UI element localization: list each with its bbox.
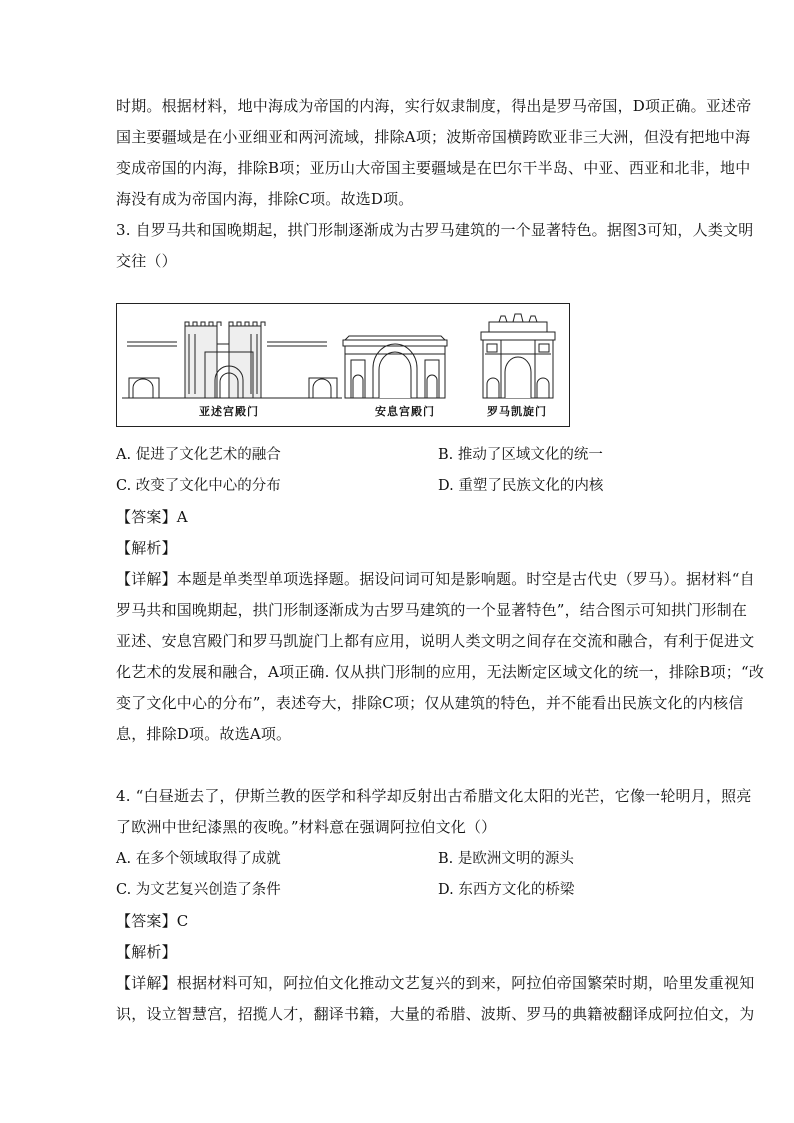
q3-option-b: B. 推动了区域文化的统一 xyxy=(438,447,603,463)
q4-option-b: B. 是欧洲文明的源头 xyxy=(438,851,574,867)
q3-detail-line: 变了文化中心的分布”，表述夸大，排除C项；仅从建筑的特色，并不能看出民族文化的内核信 xyxy=(116,694,744,712)
q4-option-d: D. 东西方文化的桥梁 xyxy=(438,882,575,898)
q3-option-a: A. 促进了文化艺术的融合 xyxy=(116,447,281,463)
question-3-stem: 3. 自罗马共和国晚期起，拱门形制逐渐成为古罗马建筑的一个显著特色。据图3可知，人类文明 xyxy=(116,221,754,239)
q3-detail-line: 亚述、安息宫殿门和罗马凯旋门上都有应用，说明人类文明之间存在交流和融合，有利于促进文 xyxy=(116,632,755,650)
q4-detail-line: 识，设立智慧宫，招揽人才，翻译书籍，大量的希腊、波斯、罗马的典籍被翻译成阿拉伯文，为 xyxy=(116,1005,755,1023)
q3-analysis-heading: 【解析】 xyxy=(116,539,177,557)
q4-detail-line: 【详解】根据材料可知，阿拉伯文化推动文艺复兴的到来，阿拉伯帝国繁荣时期，哈里发重视知 xyxy=(116,974,755,992)
question-3-stem-cont: 交往（） xyxy=(116,252,177,270)
q3-option-c: C. 改变了文化中心的分布 xyxy=(116,478,281,494)
q3-answer: 【答案】A xyxy=(116,508,188,526)
q3-detail-line: 息，排除D项。故选A项。 xyxy=(116,725,292,743)
q4-option-c: C. 为文艺复兴创造了条件 xyxy=(116,882,281,898)
q3-detail-line: 化艺术的发展和融合，A项正确. 仅从拱门形制的应用，无法断定区域文化的统一，排除B项；“改 xyxy=(116,663,765,681)
text-line: 海没有成为帝国内海，排除C项。故选D项。 xyxy=(116,190,414,208)
q3-detail-line: 【详解】本题是单类型单项选择题。据设问词可知是影响题。时空是古代史（罗马）。据材料“自 xyxy=(116,570,755,588)
q3-option-d: D. 重塑了民族文化的内核 xyxy=(438,478,604,494)
caption-parthian-gate: 安息宫殿门 xyxy=(375,405,435,418)
q3-detail-line: 罗马共和国晚期起，拱门形制逐渐成为古罗马建筑的一个显著特色”，结合图示可知拱门形制在 xyxy=(116,601,748,619)
question-4-stem-cont: 了欧洲中世纪漆黑的夜晚。”材料意在强调阿拉伯文化（） xyxy=(116,818,497,836)
caption-assyrian-gate: 亚述宫殿门 xyxy=(199,405,259,418)
text-line: 变成帝国的内海，排除B项；亚历山大帝国主要疆域是在巴尔干半岛、中亚、西亚和北非，地中 xyxy=(116,159,751,177)
q4-option-a: A. 在多个领域取得了成就 xyxy=(116,851,281,867)
q4-analysis-heading: 【解析】 xyxy=(116,943,177,961)
q4-answer: 【答案】C xyxy=(116,912,189,930)
text-line: 国主要疆域是在小亚细亚和两河流域，排除A项；波斯帝国横跨欧亚非三大洲，但没有把地中海 xyxy=(116,128,751,146)
gates-figure xyxy=(116,303,570,427)
caption-roman-arch: 罗马凯旋门 xyxy=(487,405,547,418)
question-4-stem: 4. “白昼逝去了，伊斯兰教的医学和科学却反射出古希腊文化太阳的光芒，它像一轮明月，照亮 xyxy=(116,787,752,805)
text-line: 时期。根据材料，地中海成为帝国的内海，实行奴隶制度，得出是罗马帝国，D项正确。亚述帝 xyxy=(116,97,752,115)
